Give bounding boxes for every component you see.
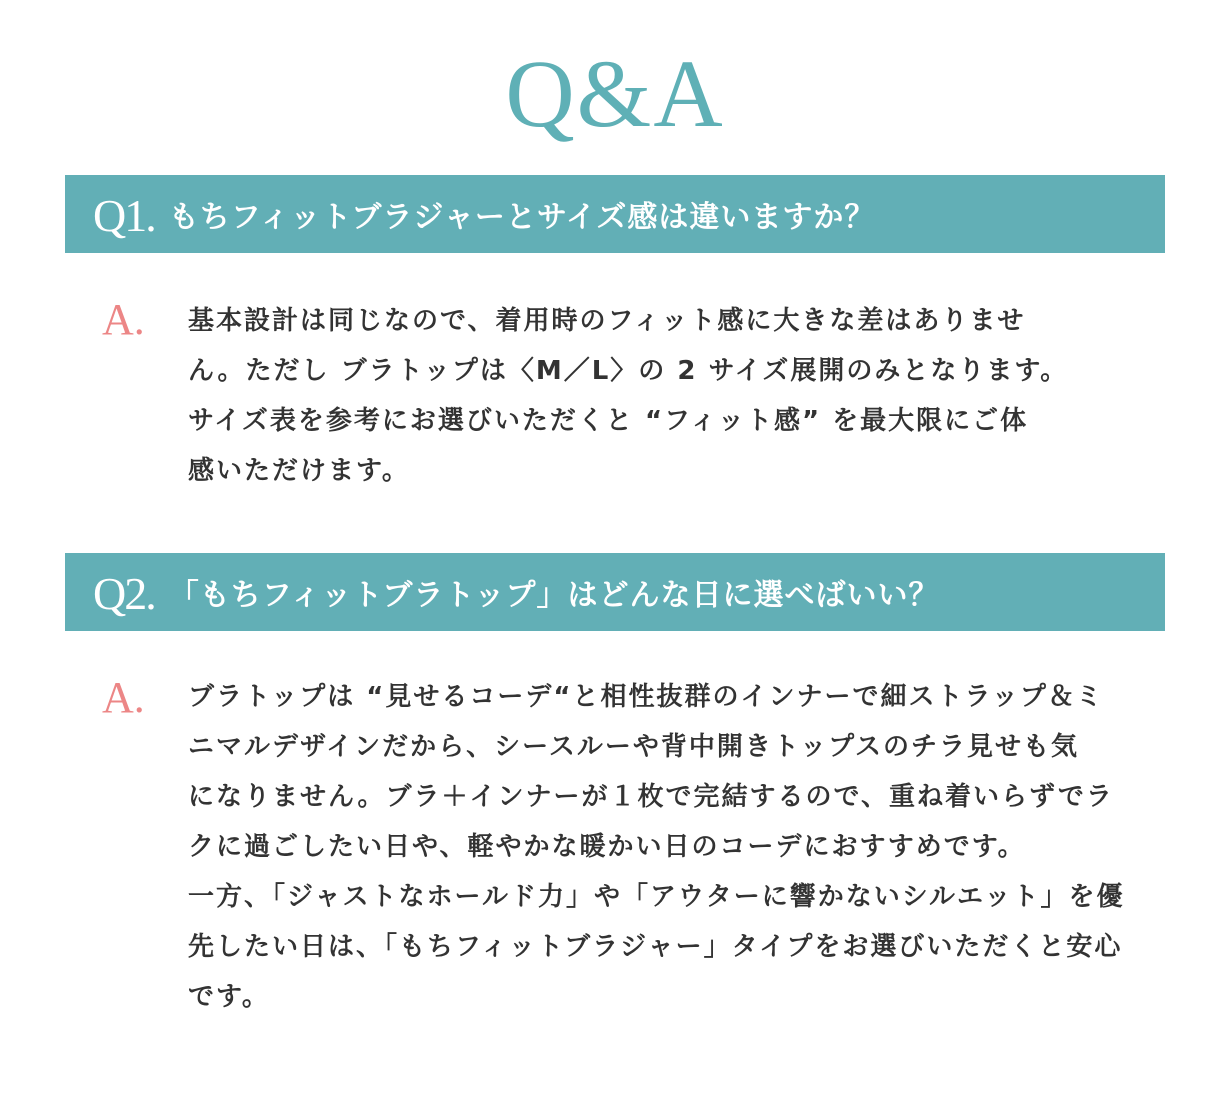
- answer-line: 一方、「ジャストなホールド力」や「アウターに響かないシルエット」を優: [188, 882, 1125, 912]
- answer-text-1: [188, 296, 1113, 496]
- question-text: もちフィットブラジャーとサイズ感は違いますか？: [168, 200, 876, 235]
- question-bar-1: [65, 175, 1165, 253]
- answer-line: ニマルデザインだから、シースルーや背中開きトップスのチラ見せも気: [188, 732, 1080, 762]
- answer-mark: A.: [102, 295, 145, 344]
- answer-line: クに過ごしたい日や、軽やかな暖かい日のコーデにおすすめです。: [188, 832, 1026, 862]
- answer-line: です。: [188, 982, 270, 1012]
- answer-line: 感いただけます。: [188, 456, 410, 486]
- question-text: 「もちフィットブラトップ」はどんな日に選べばいい？: [168, 578, 940, 613]
- answer-line: 先したい日は、「もちフィットブラジャー」タイプをお選びいただくと安心: [188, 932, 1123, 962]
- question-number: Q1.: [93, 190, 155, 241]
- question-number: Q2.: [93, 568, 155, 619]
- answer-line: ブラトップは “見せるコーデ“と相性抜群のインナーで細ストラップ＆ミ: [188, 682, 1104, 712]
- answer-line: になりません。ブラ＋インナーが１枚で完結するので、重ね着いらずでラ: [188, 782, 1114, 812]
- answer-line: ん。ただし ブラトップは〈M／L〉の 2 サイズ展開のみとなります。: [188, 356, 1069, 386]
- answer-mark: A.: [102, 673, 145, 722]
- page-title: Q&A: [505, 40, 725, 147]
- answer-line: 基本設計は同じなので、着用時のフィット感に大きな差はありませ: [188, 306, 1026, 336]
- answer-line: サイズ表を参考にお選びいただくと “フィット感” を最大限にご体: [188, 406, 1029, 436]
- answer-text-2: [188, 672, 1125, 1022]
- question-bar-2: [65, 553, 1165, 631]
